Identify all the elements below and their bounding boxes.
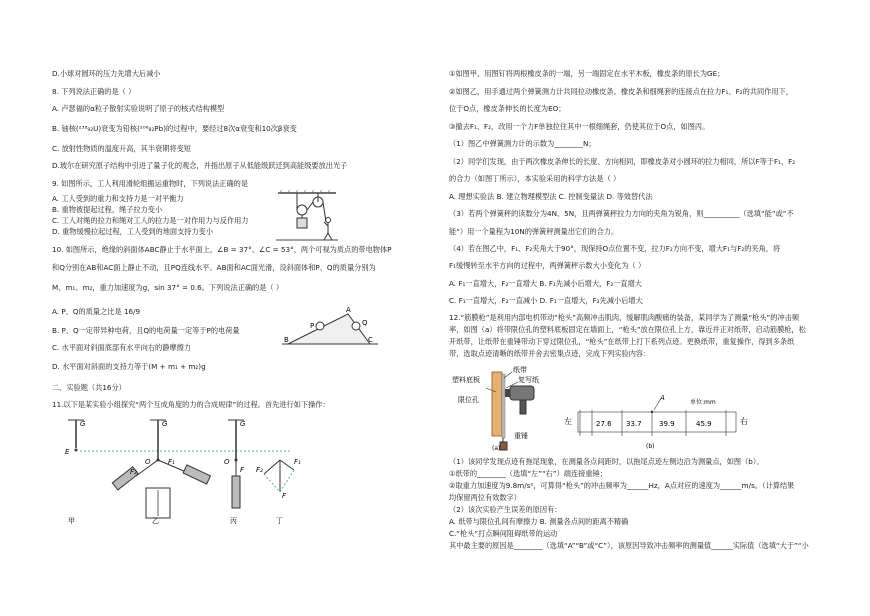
q10-option-d: D. 水平面对斜面的支持力等于(M + m₁ + m₂)g [52, 362, 206, 371]
fig11-label-f2-ding: F₂ [256, 466, 263, 474]
q11-part-3b: 能”）用一个量程为10N的弹簧秤测量出它们的合力。 [449, 227, 619, 236]
q11-step-1: ①如图甲，用图钉将两根橡皮条的一端，另一端固定在水平木板，橡皮条的原长为GE； [449, 69, 725, 78]
q11-part-4-options-ab: A. F₁一直增大，F₂一直增大 B. F₁先减小后增大，F₂一直增大 [449, 279, 642, 288]
q8-option-c: C. 放射性物质的温度升高，其半衰期将变短 [52, 144, 191, 153]
q12-stem-1: 12.“筋膜枪”是利用内部电机带动“枪头”高频冲击肌肉，缓解肌肉酸痛的装备，某同学为了测量“枪头”的冲击频 [449, 313, 800, 322]
fig11-label-jia: 甲 [68, 517, 75, 525]
fig12b-value-3: 39.9 [659, 420, 675, 428]
fig12a-label-tape: 纸带 [513, 366, 527, 374]
fig11-label-bing: 丙 [230, 517, 237, 525]
fig12b-label-caption: (b) [646, 443, 655, 450]
massage-gun-apparatus-figure [452, 364, 552, 452]
q11-step-3: ③撤去F₁、F₂，改用一个力F单独拉住其中一根细绳套，仍使其位于O点，如图丙。 [449, 122, 710, 131]
incline-figure [282, 306, 378, 348]
q12-stem-3: 开纸带，让纸带在重锤带动下穿过限位孔，“枪头”在纸带上打下系列点迹。更换纸带，重复操作，得到多条纸 [449, 337, 795, 346]
q9-option-d: D. 重物缓慢拉起过程，工人受到的地面支持力变小 [52, 227, 214, 236]
q11-part-4b: F₁缓慢转至水平方向的过程中，两弹簧秤示数大小变化为（ ） [449, 261, 646, 270]
q7-option-d: D.小球对圆环的压力先增大后减小 [52, 69, 161, 78]
fig11-label-g2: G [162, 420, 168, 428]
fig11-label-g3: G [240, 420, 246, 428]
force-experiment-figure [60, 414, 320, 526]
fig10-label-b: B [284, 336, 289, 344]
pulley-figure [276, 190, 338, 242]
fig11-label-f1-ding: F₁ [294, 458, 301, 466]
q9-option-b: B. 重物被提起过程，绳子拉力变小 [52, 205, 163, 214]
fig11-label-f2-yi: F₂ [130, 468, 137, 476]
q12-stem-4: 带，选取点迹清晰的纸带并舍去密集点迹，完成下列实验内容： [449, 349, 651, 358]
q10-option-c: C. 水平面对斜面底部有水平向右的静摩擦力 [52, 343, 191, 352]
q10-stem-3: M、m₁、m₂，重力加速度为g，sin 37° = 0.6。下列说法正确的是（ ） [52, 283, 284, 292]
fig12a-label-carbon-paper: 复写纸 [518, 376, 539, 384]
q8-option-d: D.玻尔在研究原子结构中引进了量子化的观念，并指出原子从低能级跃迁到高能级要放出光子 [52, 161, 348, 170]
fig12a-label-weight: 重锤 [514, 432, 528, 440]
q9-stem: 9. 如图所示，工人利用滑轮组搬运重物时，下列说法正确的是 [52, 179, 249, 188]
q12-part-1: （1）该同学发现点迹有拖尾现象，在测量各点间距时，以拖尾点迹左侧边沿为测量点，如图（b）。 [449, 457, 764, 466]
q12-part-1-sub-1: ①纸带的________（选填“左”“右”）端连接重锤； [449, 469, 607, 478]
q8-option-a: A. 卢瑟福的α粒子散射实验说明了原子的核式结构模型 [52, 104, 225, 113]
q11-part-2b: 的合力（如图丁所示），本实验采用的科学方法是（ ） [449, 174, 621, 183]
q12-part-2-options-ab: A. 纸带与限位孔间有摩擦力 B. 测量各点间的距离不精确 [449, 517, 629, 526]
q10-stem-2: 和Q分别在AB和AC面上静止不动，且PQ连线水平。AB面和AC面光滑，设斜面体和P、Q的质量分别为 [52, 263, 376, 272]
q9-option-c: C. 工人对绳的拉力和绳对工人的拉力是一对作用力与反作用力 [52, 216, 249, 225]
fig11-label-yi: 乙 [152, 517, 159, 525]
q12-part-1-sub-2b: 均保留两位有效数字） [449, 493, 521, 502]
q11-part-4a: （4）若在图乙中，F₁、F₂夹角大于90°，现保持O点位置不变，拉力F₂方向不变，增大F₁与F₂的夹角，将 [449, 244, 781, 253]
q11-part-3a: （3）若两个弹簧秤的读数分为4N、5N，且两弹簧秤拉力方向的夹角为锐角，则__________（选填“能”或“不 [449, 209, 794, 218]
q10-option-a: A. P、Q的质量之比是 16/9 [52, 307, 141, 316]
fig12b-label-a: A [660, 394, 665, 402]
q11-step-2b: 位于O点，橡皮条伸长的长度为EO； [449, 104, 566, 113]
fig12b-value-1: 27.6 [596, 420, 612, 428]
fig11-label-f-ding: F [282, 492, 287, 500]
q11-part-2a: （2）同学们发现，由于两次橡皮条伸长的长度、方向相同，即橡皮条对小圆环的拉力相同，所以F等于F₁、F₂ [449, 157, 796, 166]
q11-part-4-options-cd: C. F₁一直增大，F₂一直减小 D. F₁一直增大，F₂先减小后增大 [449, 296, 643, 305]
fig10-label-p: P [310, 322, 315, 330]
fig11-label-o1: O [145, 458, 151, 466]
fig11-label-g1: G [80, 420, 86, 428]
q12-part-2-question: 其中最主要的原因是________（选填“A”“B”或“C”），该原因导致冲击频率的测量值______实际值（选填“大于”“小 [449, 541, 809, 550]
fig10-label-q: Q [362, 319, 368, 327]
q8-option-b: B. 铀核(²³⁸₉₂U)衰变为铅核(²⁰⁶₈₂Pb)的过程中，要经过8次α衰变和10次β衰变 [52, 124, 297, 133]
q12-part-2-option-c: C.“枪头”打点瞬间阻碍纸带的运动 [449, 529, 558, 538]
fig11-label-f1-yi: F₁ [168, 458, 175, 466]
q11-part-2-options: A. 理想实验法 B. 建立物理模型法 C. 控制变量法 D. 等效替代法 [449, 192, 653, 201]
paper-tape-figure [562, 390, 760, 452]
fig11-label-ding: 丁 [276, 517, 283, 525]
q12-part-1-sub-2a: ②取重力加速度为9.8m/s²，可算得“枪头”的冲击频率为______Hz，A点对应的速度为______m/s。（计算结果 [449, 481, 795, 490]
q11-stem: 11.以下是某实验小组探究“两个互成角度的力的合成规律”的过程。首先进行如下操作： [52, 400, 330, 409]
fig10-label-c: C [368, 336, 373, 344]
fig11-label-o2: O [224, 458, 230, 466]
q9-option-a: A. 工人受到的重力和支持力是一对平衡力 [52, 194, 184, 203]
fig12a-label-caption: (a) [492, 445, 501, 452]
fig12b-label-unit: 单位:mm [690, 399, 716, 406]
fig10-label-a: A [346, 306, 351, 314]
q11-step-2a: ②如图乙，用手通过两个弹簧测力计共同拉动橡皮条。橡皮条和细绳套的连接点在拉力F₁、F₂的共同作用下， [449, 87, 793, 96]
section-heading: 二、实验题（共16分） [52, 383, 126, 392]
q12-part-2: （2）该次实验产生误差的原因有： [449, 505, 562, 514]
fig12a-label-limit-hole: 限位孔 [458, 396, 479, 404]
q11-part-1: （1）图乙中弹簧测力计的示数为________N； [449, 139, 596, 148]
fig11-label-e: E [65, 448, 70, 456]
fig12b-label-right: 右 [740, 417, 748, 426]
fig12b-value-2: 33.7 [626, 420, 642, 428]
fig12b-value-4: 45.9 [696, 420, 712, 428]
fig12a-label-plastic-board: 塑料底板 [452, 376, 480, 384]
fig11-label-f-bing: F [240, 466, 245, 474]
fig12b-label-left: 左 [564, 417, 572, 426]
q8-stem: 8. 下列说法正确的是（ ） [52, 87, 136, 96]
q12-stem-2: 率，如图（a）将带限位孔的塑料底板固定在墙面上，“枪头”放在限位孔上方，靠近并正对纸带，启动筋膜枪，松 [449, 325, 806, 334]
q10-option-b: B. P、Q一定带异种电荷，且Q的电荷量一定等于P的电荷量 [52, 326, 240, 335]
q10-stem-1: 10. 如图所示，绝缘的斜面体ABC静止于水平面上，∠B = 37°、∠C = 53°，两个可视为质点的带电物体P [52, 245, 392, 254]
